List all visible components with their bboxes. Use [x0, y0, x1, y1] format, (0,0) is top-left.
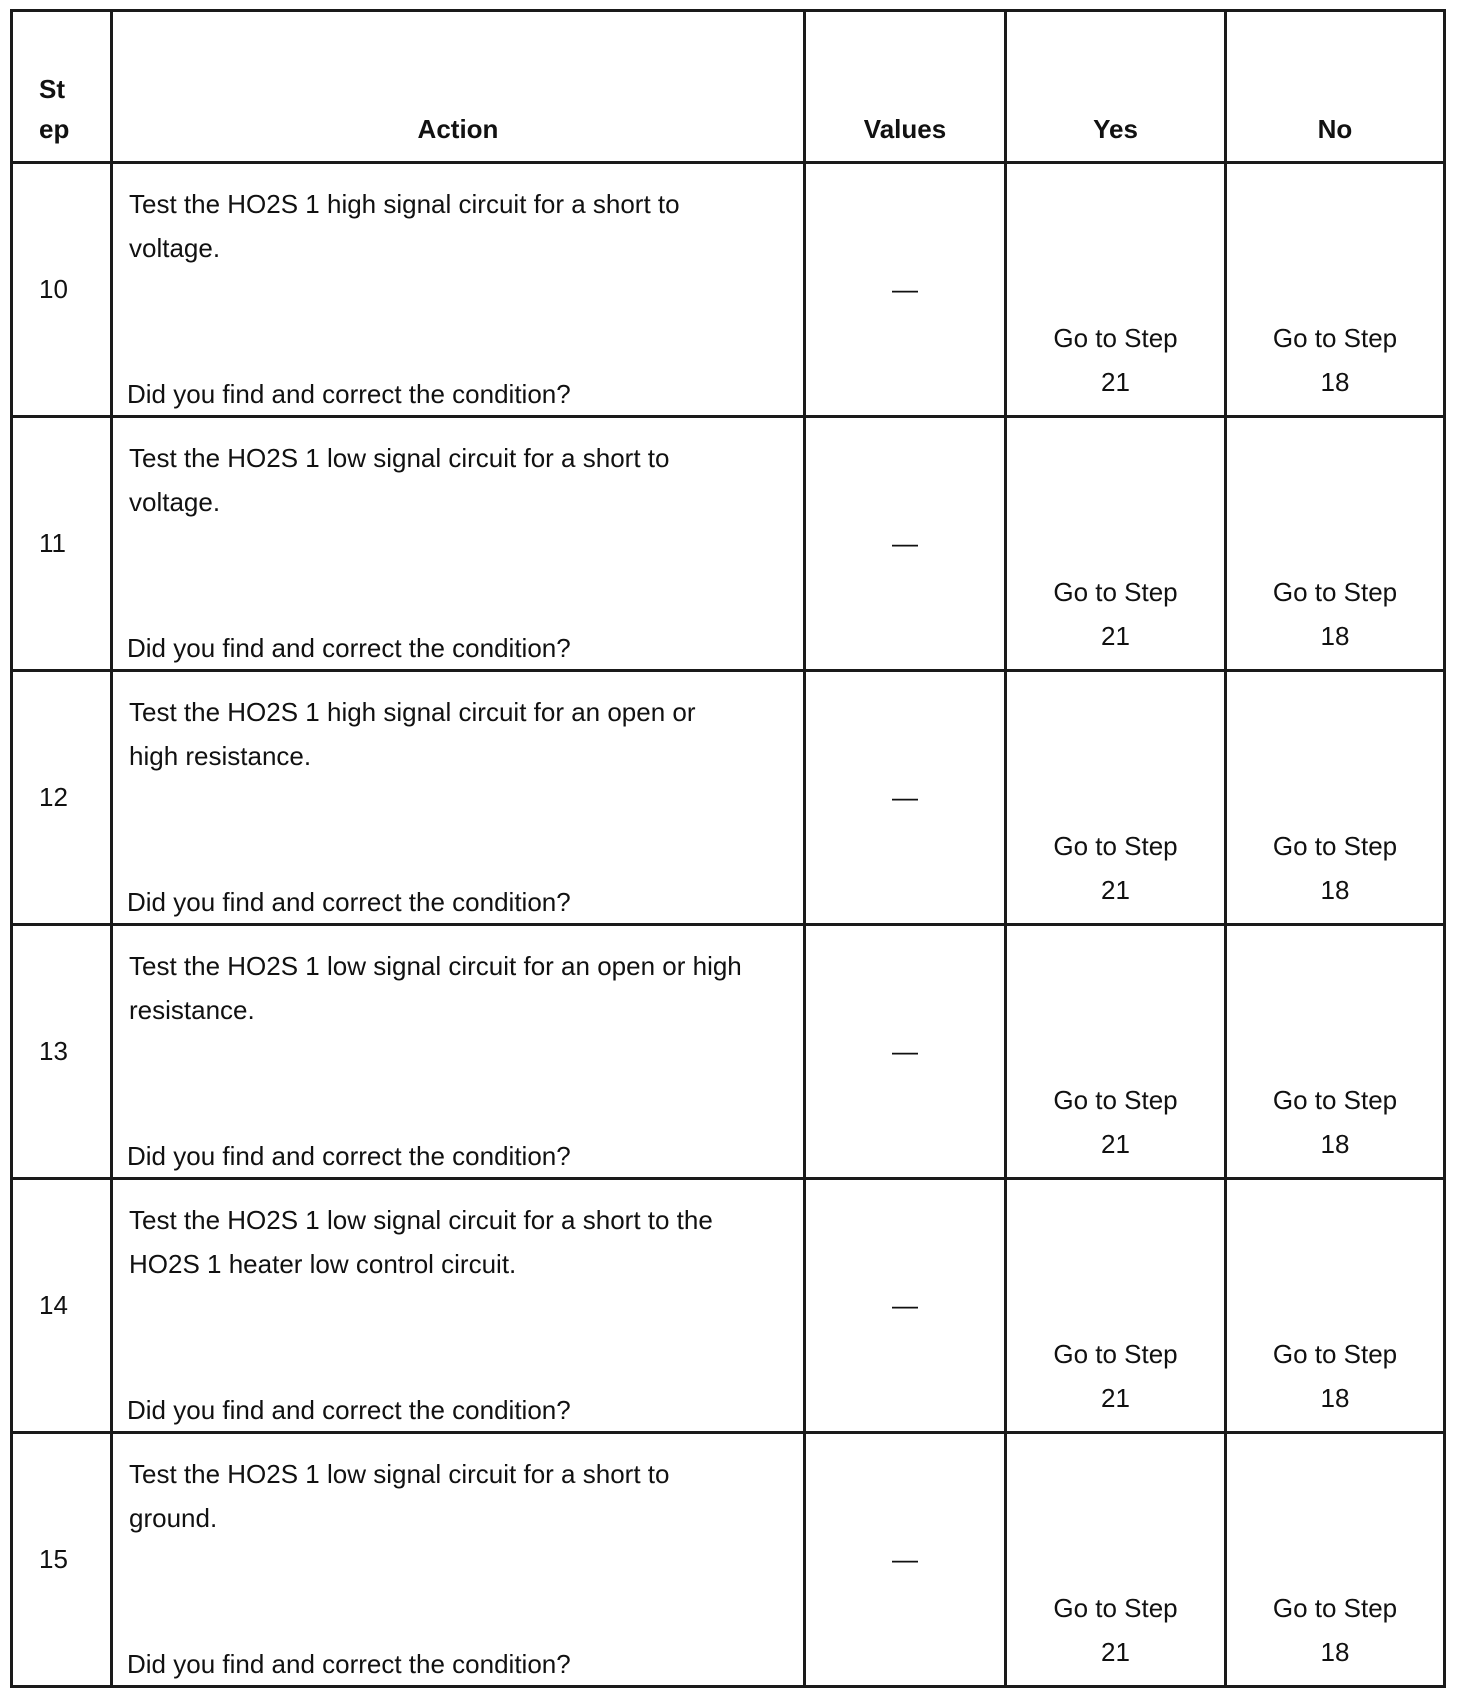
- action-instruction: Test the HO2S 1 low signal circuit for a short to the HO2S 1 heater low control circuit.: [129, 1205, 713, 1279]
- action-cell: [112, 1433, 805, 1687]
- yes-cell: [1006, 417, 1226, 671]
- value-text: —: [892, 782, 918, 812]
- no-goto-label: Go to Step: [1272, 577, 1398, 607]
- header-step: [12, 11, 112, 163]
- yes-goto: [1007, 316, 1224, 404]
- header-step-line1: St: [39, 74, 65, 104]
- yes-goto: [1007, 1586, 1224, 1674]
- action-question: Did you find and correct the condition?: [127, 633, 571, 663]
- yes-cell: [1006, 1179, 1226, 1433]
- table-header: [12, 11, 1445, 163]
- no-goto: [1227, 1078, 1443, 1166]
- table-row: [12, 417, 1445, 671]
- yes-goto-step: 21: [1101, 875, 1130, 905]
- value-text: —: [892, 528, 918, 558]
- action-cell: [112, 163, 805, 417]
- yes-cell: [1006, 925, 1226, 1179]
- no-cell: [1226, 417, 1445, 671]
- no-goto-label: Go to Step: [1272, 1339, 1398, 1369]
- no-goto: [1227, 570, 1443, 658]
- yes-goto-step: 21: [1101, 1129, 1130, 1159]
- no-goto-label: Go to Step: [1272, 323, 1398, 353]
- yes-goto-label: Go to Step: [1053, 577, 1178, 607]
- action-instruction: Test the HO2S 1 high signal circuit for an open or high resistance.: [129, 697, 696, 771]
- values-cell: [805, 163, 1006, 417]
- value-text: —: [892, 1290, 918, 1320]
- no-goto-label: Go to Step: [1272, 1593, 1398, 1623]
- action-instruction: Test the HO2S 1 high signal circuit for a short to voltage.: [129, 189, 680, 263]
- yes-goto-label: Go to Step: [1053, 323, 1178, 353]
- no-goto-step: 18: [1320, 621, 1350, 651]
- yes-goto: [1007, 1078, 1224, 1166]
- step-number: 14: [39, 1290, 68, 1320]
- no-goto-label: Go to Step: [1272, 1085, 1398, 1115]
- table-body: [12, 163, 1445, 1687]
- yes-goto-label: Go to Step: [1053, 1593, 1178, 1623]
- action-question: Did you find and correct the condition?: [127, 1141, 571, 1171]
- action-question: Did you find and correct the condition?: [127, 379, 571, 409]
- step-number: 10: [39, 274, 68, 304]
- yes-goto-label: Go to Step: [1053, 1339, 1178, 1369]
- header-row: [12, 11, 1445, 163]
- no-goto-step: 18: [1320, 875, 1350, 905]
- no-goto-step: 18: [1320, 1129, 1350, 1159]
- header-yes: Yes: [1006, 11, 1226, 163]
- no-cell: [1226, 1433, 1445, 1687]
- step-cell: [12, 1179, 112, 1433]
- no-goto: [1227, 824, 1443, 912]
- no-cell: [1226, 1179, 1445, 1433]
- step-cell: [12, 671, 112, 925]
- header-values: Values: [805, 11, 1006, 163]
- yes-goto-step: 21: [1101, 1383, 1130, 1413]
- action-instruction: Test the HO2S 1 low signal circuit for a short to ground.: [129, 1459, 670, 1533]
- yes-goto-step: 21: [1101, 367, 1130, 397]
- step-number: 11: [39, 528, 66, 558]
- values-cell: [805, 1433, 1006, 1687]
- diagnostic-table: [10, 9, 1446, 1688]
- no-goto-step: 18: [1320, 1383, 1350, 1413]
- yes-goto: [1007, 824, 1224, 912]
- action-cell: [112, 417, 805, 671]
- step-number: 13: [39, 1036, 68, 1066]
- step-cell: [12, 417, 112, 671]
- header-action: Action: [112, 11, 805, 163]
- no-goto: [1227, 1586, 1443, 1674]
- no-goto: [1227, 316, 1443, 404]
- action-cell: [112, 671, 805, 925]
- table-row: [12, 671, 1445, 925]
- action-question: Did you find and correct the condition?: [127, 1395, 571, 1425]
- no-cell: [1226, 163, 1445, 417]
- no-goto: [1227, 1332, 1443, 1420]
- values-cell: [805, 671, 1006, 925]
- step-number: 12: [39, 782, 68, 812]
- step-cell: [12, 163, 112, 417]
- yes-goto: [1007, 570, 1224, 658]
- step-cell: [12, 925, 112, 1179]
- action-cell: [112, 925, 805, 1179]
- yes-cell: [1006, 671, 1226, 925]
- table-row: [12, 1179, 1445, 1433]
- values-cell: [805, 925, 1006, 1179]
- yes-goto-label: Go to Step: [1053, 1085, 1178, 1115]
- table-row: [12, 925, 1445, 1179]
- value-text: —: [892, 1036, 918, 1066]
- action-instruction: Test the HO2S 1 low signal circuit for an open or high resistance.: [129, 951, 742, 1025]
- table-row: [12, 163, 1445, 417]
- values-cell: [805, 417, 1006, 671]
- yes-cell: [1006, 163, 1226, 417]
- step-cell: [12, 1433, 112, 1687]
- header-step-line2: ep: [39, 114, 70, 144]
- yes-cell: [1006, 1433, 1226, 1687]
- step-number: 15: [39, 1544, 68, 1574]
- header-no: No: [1226, 11, 1445, 163]
- no-cell: [1226, 671, 1445, 925]
- action-instruction: Test the HO2S 1 low signal circuit for a short to voltage.: [129, 443, 670, 517]
- action-question: Did you find and correct the condition?: [127, 1649, 571, 1679]
- no-goto-label: Go to Step: [1272, 831, 1398, 861]
- value-text: —: [892, 1544, 918, 1574]
- table-row: [12, 1433, 1445, 1687]
- yes-goto-label: Go to Step: [1053, 831, 1178, 861]
- action-question: Did you find and correct the condition?: [127, 887, 571, 917]
- yes-goto-step: 21: [1101, 1637, 1130, 1667]
- yes-goto: [1007, 1332, 1224, 1420]
- value-text: —: [892, 274, 918, 304]
- yes-goto-step: 21: [1101, 621, 1130, 651]
- values-cell: [805, 1179, 1006, 1433]
- no-cell: [1226, 925, 1445, 1179]
- no-goto-step: 18: [1320, 367, 1350, 397]
- action-cell: [112, 1179, 805, 1433]
- no-goto-step: 18: [1320, 1637, 1350, 1667]
